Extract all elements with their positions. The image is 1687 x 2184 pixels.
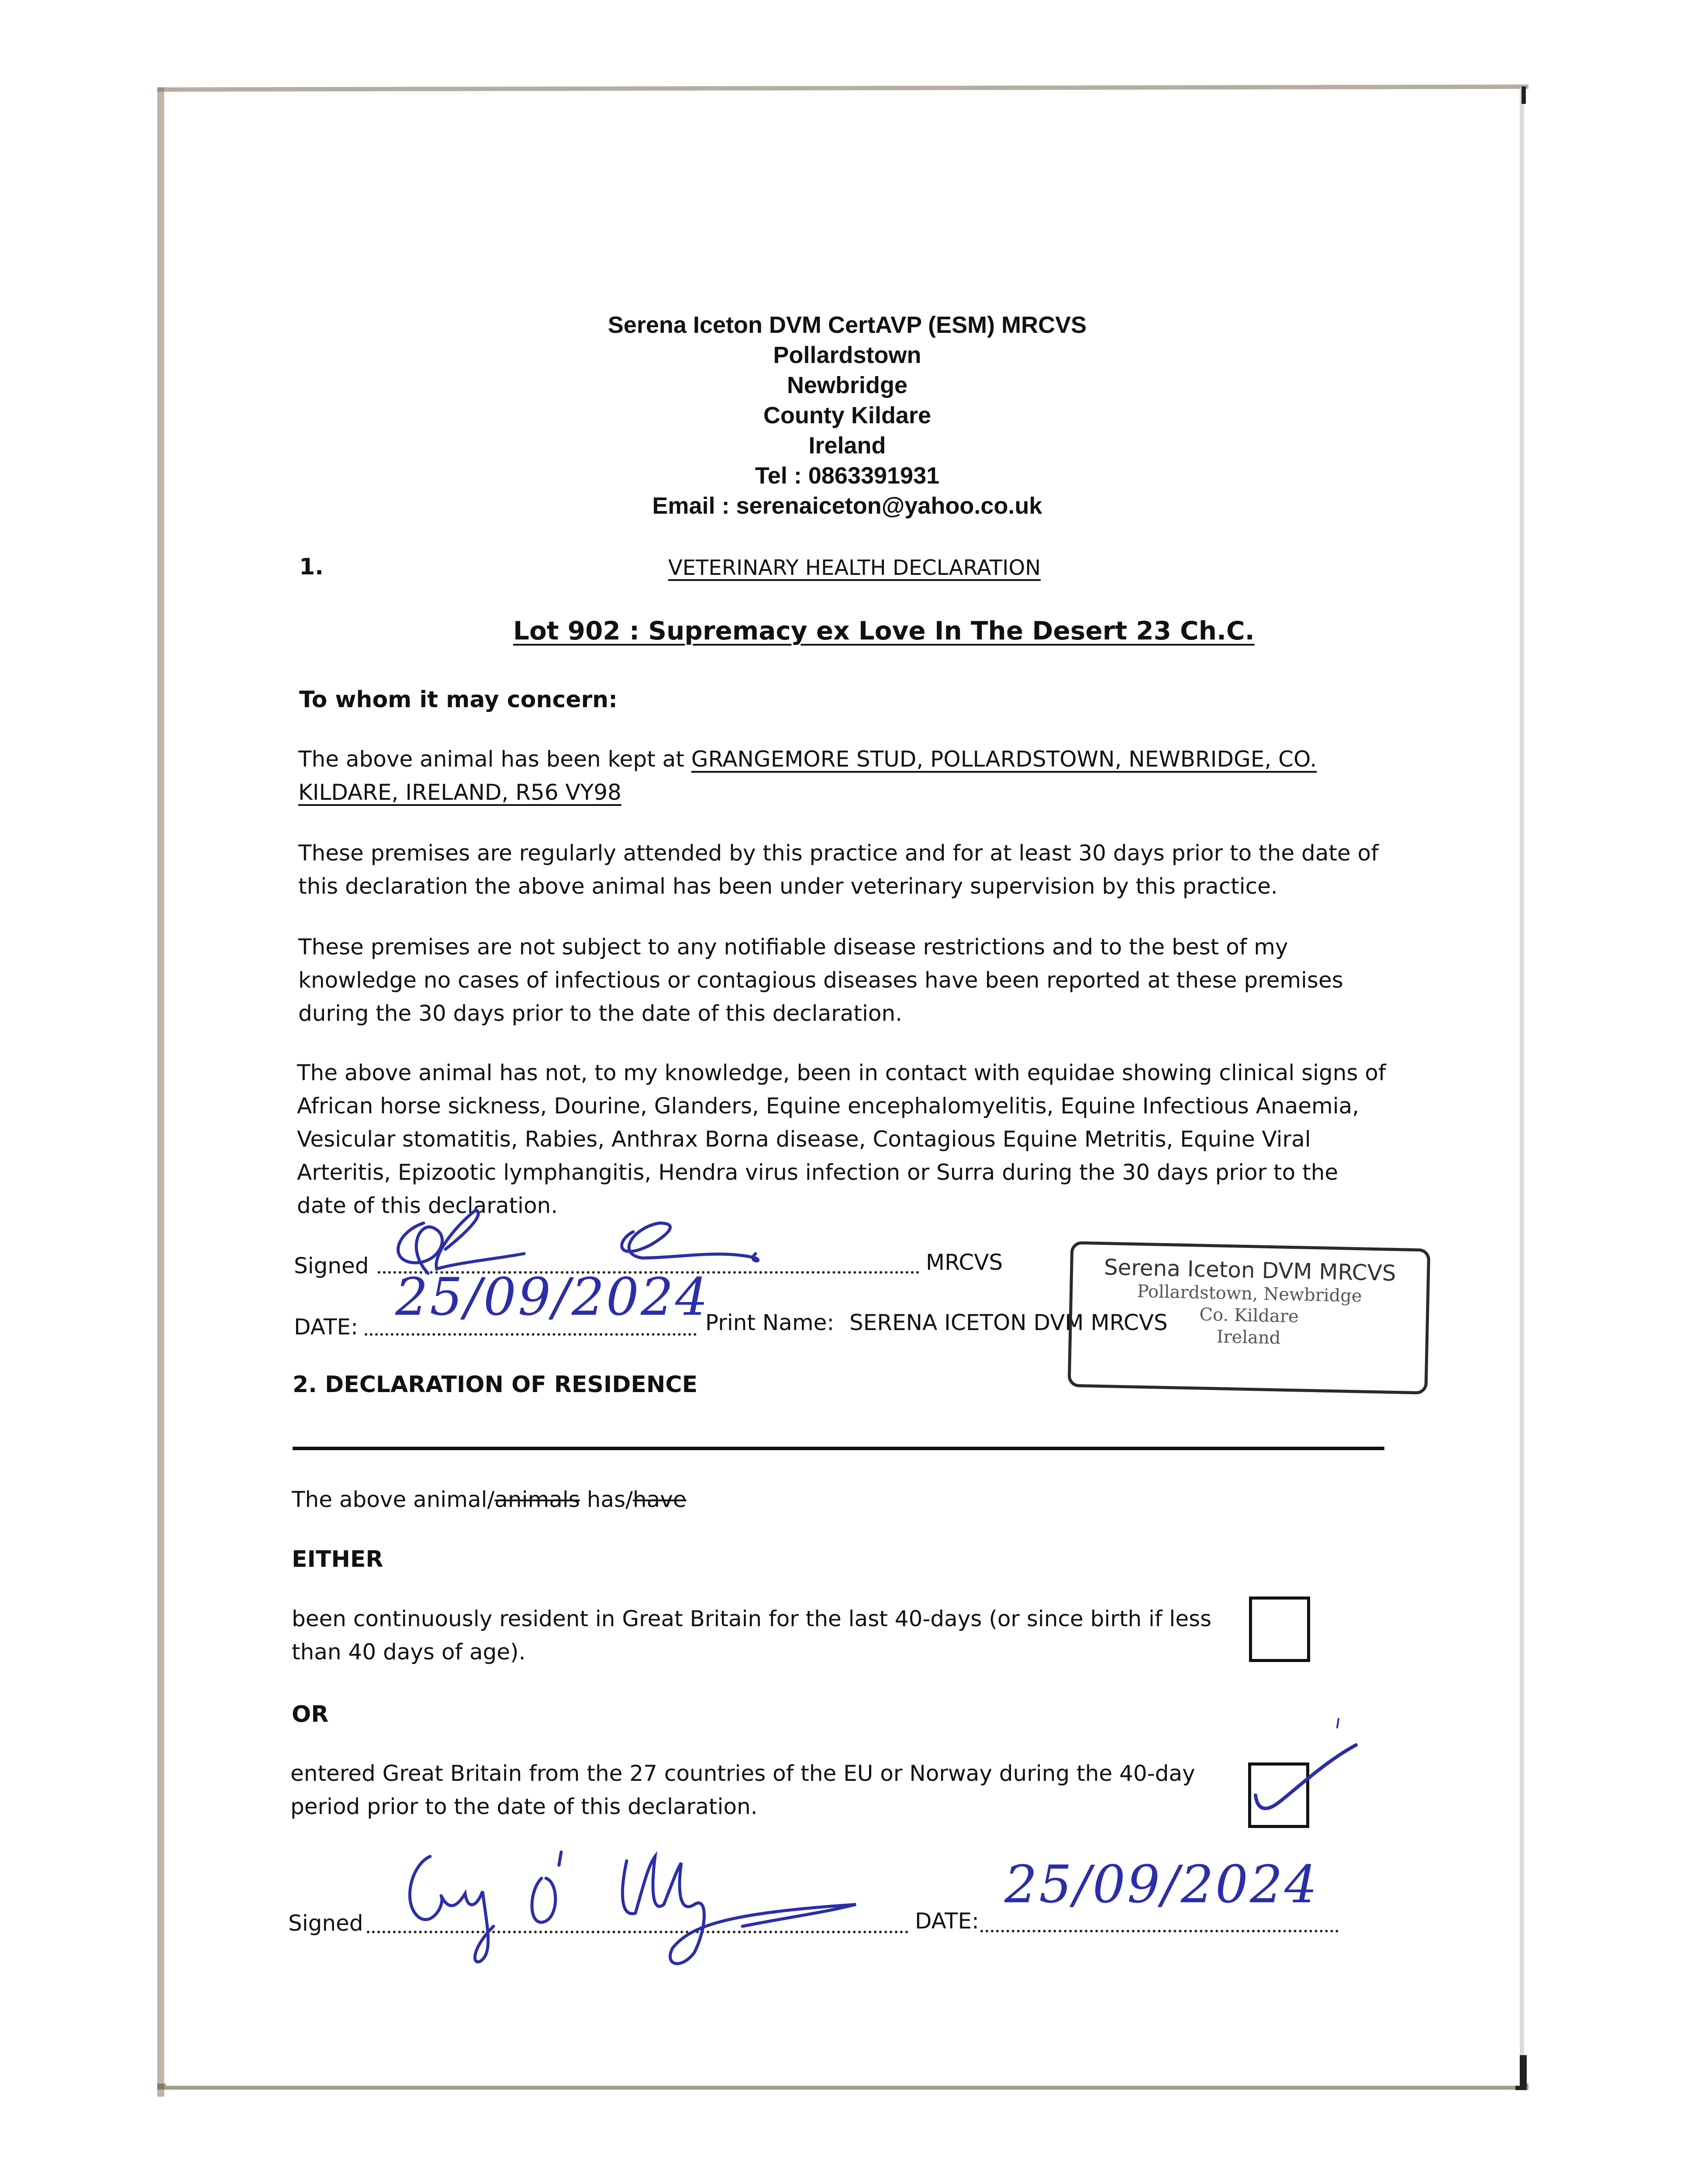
paragraph-line: These premises are not subject to any notifiable disease restrictions and to the best of my bbox=[298, 934, 1288, 960]
address-line: Ireland bbox=[808, 432, 886, 459]
paragraph-line: The above animal has not, to my knowledge, been in contact with equidae showing clinical signs of bbox=[297, 1060, 1386, 1085]
kept-paragraph bbox=[298, 743, 1434, 809]
paragraph-line: been continuously resident in Great Britain for the last 40-days (or since birth if less bbox=[292, 1606, 1212, 1631]
paragraph-line: this declaration the above animal has been under veterinary supervision by this practice. bbox=[298, 874, 1278, 899]
address-line: Newbridge bbox=[787, 372, 908, 398]
vet-date-label: DATE: bbox=[294, 1314, 358, 1340]
vet-handwritten-date: 25/09/2024 bbox=[395, 1267, 710, 1327]
print-name-label: Print Name: bbox=[705, 1310, 835, 1335]
kept-prefix: The above animal has been kept at bbox=[298, 746, 684, 772]
stamp-line: Co. Kildare bbox=[1199, 1304, 1299, 1327]
salutation: To whom it may concern: bbox=[299, 687, 618, 713]
struck-text: have bbox=[633, 1487, 687, 1512]
section-title: VETERINARY HEALTH DECLARATION bbox=[668, 556, 1041, 580]
option1-text bbox=[292, 1602, 1252, 1669]
intro-text: has/ bbox=[580, 1487, 633, 1512]
owner-handwritten-date: 25/09/2024 bbox=[1004, 1854, 1319, 1914]
lot-title: Lot 902 : Supremacy ex Love In The Desert 23 Ch.C. bbox=[513, 616, 1255, 646]
owner-date-label: DATE: bbox=[915, 1908, 979, 1934]
paragraph-line: during the 30 days prior to the date of this declaration. bbox=[298, 1001, 903, 1026]
paragraph-line: Arteritis, Epizootic lymphangitis, Hendra virus infection or Surra during the 30 days prior to the bbox=[297, 1160, 1339, 1185]
scan-edge-left bbox=[157, 87, 164, 2097]
stamp-line: Ireland bbox=[1216, 1327, 1281, 1348]
vet-name: Serena Iceton DVM CertAVP (ESM) MRCVS bbox=[607, 312, 1087, 338]
vet-signed-label: Signed bbox=[294, 1253, 369, 1279]
mrcvs-label: MRCVS bbox=[926, 1250, 1003, 1275]
option1-checkbox[interactable] bbox=[1249, 1597, 1310, 1662]
address-line: Pollardstown bbox=[773, 342, 921, 368]
check-mark-icon bbox=[1245, 1712, 1367, 1835]
paragraph-line: Vesicular stomatitis, Rabies, Anthrax Borna disease, Contagious Equine Metritis, Equine Viral bbox=[297, 1127, 1311, 1152]
residence-section-title: 2. DECLARATION OF RESIDENCE bbox=[293, 1372, 698, 1398]
kept-address: GRANGEMORE STUD, POLLARDSTOWN, NEWBRIDGE, CO. bbox=[691, 746, 1317, 772]
print-name-value: SERENA ICETON DVM MRCVS bbox=[849, 1310, 1168, 1335]
practice-stamp bbox=[1068, 1241, 1431, 1394]
supervision-paragraph bbox=[298, 836, 1456, 903]
either-label: EITHER bbox=[292, 1546, 383, 1572]
section-divider bbox=[293, 1447, 1384, 1450]
paragraph-line: African horse sickness, Dourine, Glanders, Equine encephalomyelitis, Equine Infectious Anaemia, bbox=[297, 1093, 1359, 1119]
residence-intro bbox=[292, 1483, 687, 1516]
stamp-line: Pollardstown, Newbridge bbox=[1137, 1281, 1363, 1306]
paragraph-line: knowledge no cases of infectious or contagious diseases have been reported at these premises bbox=[298, 968, 1343, 993]
telephone: Tel : 0863391931 bbox=[755, 463, 940, 489]
paragraph-line: period prior to the date of this declaration. bbox=[290, 1794, 758, 1819]
scan-corner-mark-top bbox=[1521, 86, 1526, 104]
intro-text: The above animal/ bbox=[292, 1487, 495, 1512]
stamp-line: Serena Iceton DVM MRCVS bbox=[1104, 1254, 1397, 1286]
paragraph-line: date of this declaration. bbox=[297, 1193, 558, 1218]
scan-edge-right bbox=[1520, 87, 1524, 2088]
option2-text bbox=[290, 1757, 1251, 1823]
scan-edge-top bbox=[157, 84, 1528, 92]
paragraph-line: than 40 days of age). bbox=[292, 1639, 526, 1665]
owner-signature bbox=[393, 1839, 873, 1979]
email: Email : serenaiceton@yahoo.co.uk bbox=[652, 493, 1042, 519]
owner-signed-label: Signed bbox=[288, 1911, 363, 1936]
or-label: OR bbox=[292, 1701, 329, 1728]
owner-date-line[interactable] bbox=[980, 1930, 1339, 1932]
section-number: 1. bbox=[299, 554, 324, 580]
paragraph-line: entered Great Britain from the 27 countries of the EU or Norway during the 40-day bbox=[290, 1761, 1195, 1786]
struck-text: animals bbox=[494, 1487, 580, 1512]
restrictions-paragraph bbox=[298, 930, 1456, 1030]
vet-date-line[interactable] bbox=[365, 1333, 697, 1336]
kept-address-cont: KILDARE, IRELAND, R56 VY98 bbox=[298, 780, 621, 805]
paragraph-line: These premises are regularly attended by this practice and for at least 30 days prior to the date of bbox=[298, 840, 1379, 866]
address-line: County Kildare bbox=[763, 402, 931, 429]
